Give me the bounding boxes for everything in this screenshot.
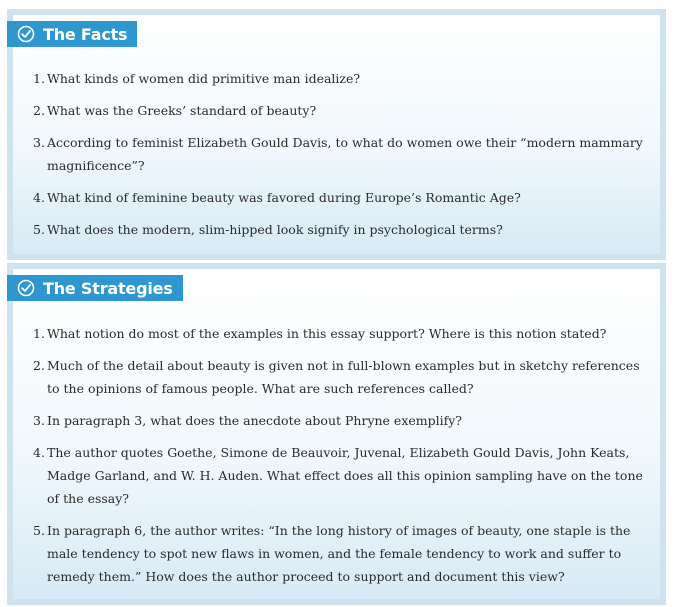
list-item-text: Much of the detail about beauty is given not in full-blown examples but in sketchy references to the opinions of famous people. What are such references called? <box>47 358 640 396</box>
list-item-text: In paragraph 6, the author writes: “In the long history of images of beauty, one staple is the male tendency to spot new flaws in women, and the female tendency to work and suffer to remedy them.” How does the author proceed to support and document this view? <box>47 523 631 584</box>
list-item: 1. What notion do most of the examples in this essay support? Where is this notion stated? <box>33 322 648 345</box>
strategies-section <box>7 263 666 605</box>
check-circle-icon <box>17 279 35 297</box>
list-item-text: What kinds of women did primitive man idealize? <box>47 71 361 86</box>
list-item-text: The author quotes Goethe, Simone de Beauvoir, Juvenal, Elizabeth Gould Davis, John Keats, Madge Garland, and W. H. Auden. What effect does all this opinion sampling have on the tone of the essay? <box>47 445 643 506</box>
facts-title: The Facts <box>43 24 128 44</box>
list-item: 1. What kinds of women did primitive man idealize? <box>33 67 648 90</box>
strategies-list <box>33 322 648 597</box>
list-item-text: What kind of feminine beauty was favored during Europe’s Romantic Age? <box>47 190 521 205</box>
list-item-text: What does the modern, slim-hipped look signify in psychological terms? <box>47 222 503 237</box>
check-circle-icon <box>17 25 35 43</box>
list-item: 3. According to feminist Elizabeth Gould Davis, to what do women owe their “modern mammary magnificence”? <box>33 131 648 177</box>
list-item: 3. In paragraph 3, what does the anecdote about Phryne exemplify? <box>33 409 648 432</box>
list-item: 2. Much of the detail about beauty is given not in full-blown examples but in sketchy references to the opinions of famous people. What are such references called? <box>33 354 648 400</box>
strategies-title: The Strategies <box>43 278 173 298</box>
facts-header <box>7 21 137 47</box>
list-item-text: What notion do most of the examples in this essay support? Where is this notion stated? <box>47 326 607 341</box>
facts-section <box>7 9 666 260</box>
facts-panel <box>13 15 660 254</box>
list-item-text: What was the Greeks’ standard of beauty? <box>47 103 317 118</box>
list-item: 2. What was the Greeks’ standard of beauty? <box>33 99 648 122</box>
list-item: 4. What kind of feminine beauty was favored during Europe’s Romantic Age? <box>33 186 648 209</box>
list-item: 5. In paragraph 6, the author writes: “In the long history of images of beauty, one staple is the male tendency to spot new flaws in women, and the female tendency to work and suffer to remedy them.” How does the author proceed to support and document this view? <box>33 519 648 588</box>
list-item: 5. What does the modern, slim-hipped look signify in psychological terms? <box>33 218 648 241</box>
strategies-panel <box>13 269 660 599</box>
list-item: 4. The author quotes Goethe, Simone de Beauvoir, Juvenal, Elizabeth Gould Davis, John Keats, Madge Garland, and W. H. Auden. What effect does all this opinion sampling have on the tone of the essay? <box>33 441 648 510</box>
list-item-text: In paragraph 3, what does the anecdote about Phryne exemplify? <box>47 413 463 428</box>
facts-list <box>33 67 648 250</box>
list-item-text: According to feminist Elizabeth Gould Davis, to what do women owe their “modern mammary magnificence”? <box>47 135 643 173</box>
strategies-header <box>7 275 183 301</box>
